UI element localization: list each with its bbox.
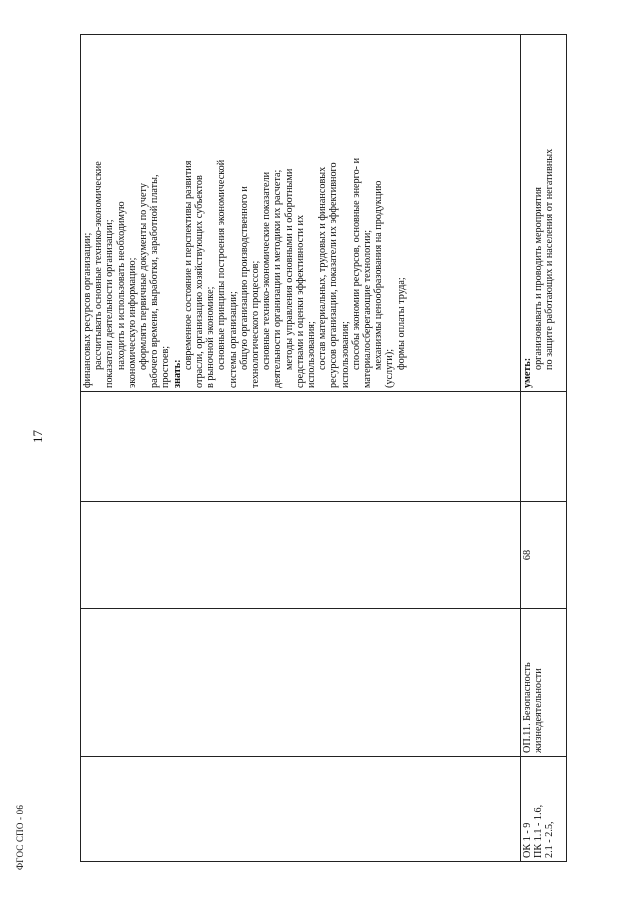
content-lines	[82, 38, 407, 388]
hours-cell	[81, 502, 521, 609]
content-line: способы экономии ресурсов, основные энерго- и	[350, 157, 362, 370]
content-line: ресурсов организации, показатели их эффективного	[328, 162, 340, 388]
content-line: механизмы ценообразования на продукцию	[373, 180, 385, 370]
content-line: по защите работающих и населения от негативных	[544, 148, 556, 370]
content-line: методы управления основными и оборотными	[283, 168, 295, 370]
content-line: современное состояние и перспективы развития	[182, 160, 194, 370]
content-line: уметь:	[522, 357, 533, 388]
content-line: средствами и оценки эффективности их	[294, 214, 306, 388]
max-load-cell	[521, 392, 567, 502]
content-line: отрасли, организацию хозяйствующих субъектов	[194, 175, 206, 388]
content-line: (услуги);	[384, 348, 396, 388]
competency-cell	[81, 757, 521, 862]
content-line: организовывать и проводить мероприятия	[533, 187, 545, 370]
content-line: использования;	[306, 321, 318, 388]
standards-table	[80, 35, 566, 862]
discipline-line: ОП.11. Безопасность	[522, 662, 533, 753]
content-lines	[522, 38, 556, 388]
content-line: основные принципы построения экономической	[216, 159, 228, 370]
discipline-line: жизнедеятельности	[533, 668, 545, 753]
table-row	[81, 35, 521, 862]
content-line: материалосберегающие технологии;	[362, 229, 374, 388]
max-load-cell	[81, 392, 521, 502]
hours-cell: 68	[521, 502, 567, 609]
discipline-cell	[521, 609, 567, 757]
content-line: простоев;	[160, 345, 172, 388]
content-line: оформлять первичные документы по учету	[138, 183, 150, 370]
content-line: в рыночной экономике;	[205, 286, 217, 388]
content-line: находить и использовать необходимую	[115, 201, 127, 370]
content-line: показатели деятельности организации;	[104, 219, 116, 388]
content-line: финансовых ресурсов организации;	[82, 232, 93, 388]
competency-cell	[521, 757, 567, 862]
page-number: 17	[30, 430, 45, 443]
content-line: формы оплаты труда;	[395, 277, 407, 370]
content-line: знать:	[171, 359, 183, 388]
content-cell	[81, 35, 521, 392]
content-line: экономическую информацию;	[126, 257, 138, 388]
content-line: основные технико-экономические показатели	[261, 171, 273, 370]
content-line: общую организацию производственного и	[238, 186, 250, 370]
footer-mark: ФГОС СПО - 06	[15, 804, 25, 870]
content-line: технологического процессов;	[250, 260, 262, 388]
content-cell	[521, 35, 567, 392]
content-line: деятельности организации и методики их расчета;	[272, 169, 284, 388]
content-line: рабочего времени, выработки, заработной платы,	[149, 174, 161, 388]
competency-line: 2.1 - 2.5,	[544, 821, 556, 858]
table-grid	[80, 34, 567, 862]
competency-line: ПК 1.1 - 1.6,	[533, 804, 545, 858]
content-line: использования;	[339, 321, 351, 388]
competency-line: ОК 1 - 9	[522, 822, 533, 858]
content-line: системы организации;	[227, 291, 239, 388]
table-row	[521, 35, 567, 862]
discipline-cell	[81, 609, 521, 757]
content-line: состав материальных, трудовых и финансовых	[317, 166, 329, 370]
content-line: рассчитывать основные технико-экономические	[93, 161, 105, 370]
